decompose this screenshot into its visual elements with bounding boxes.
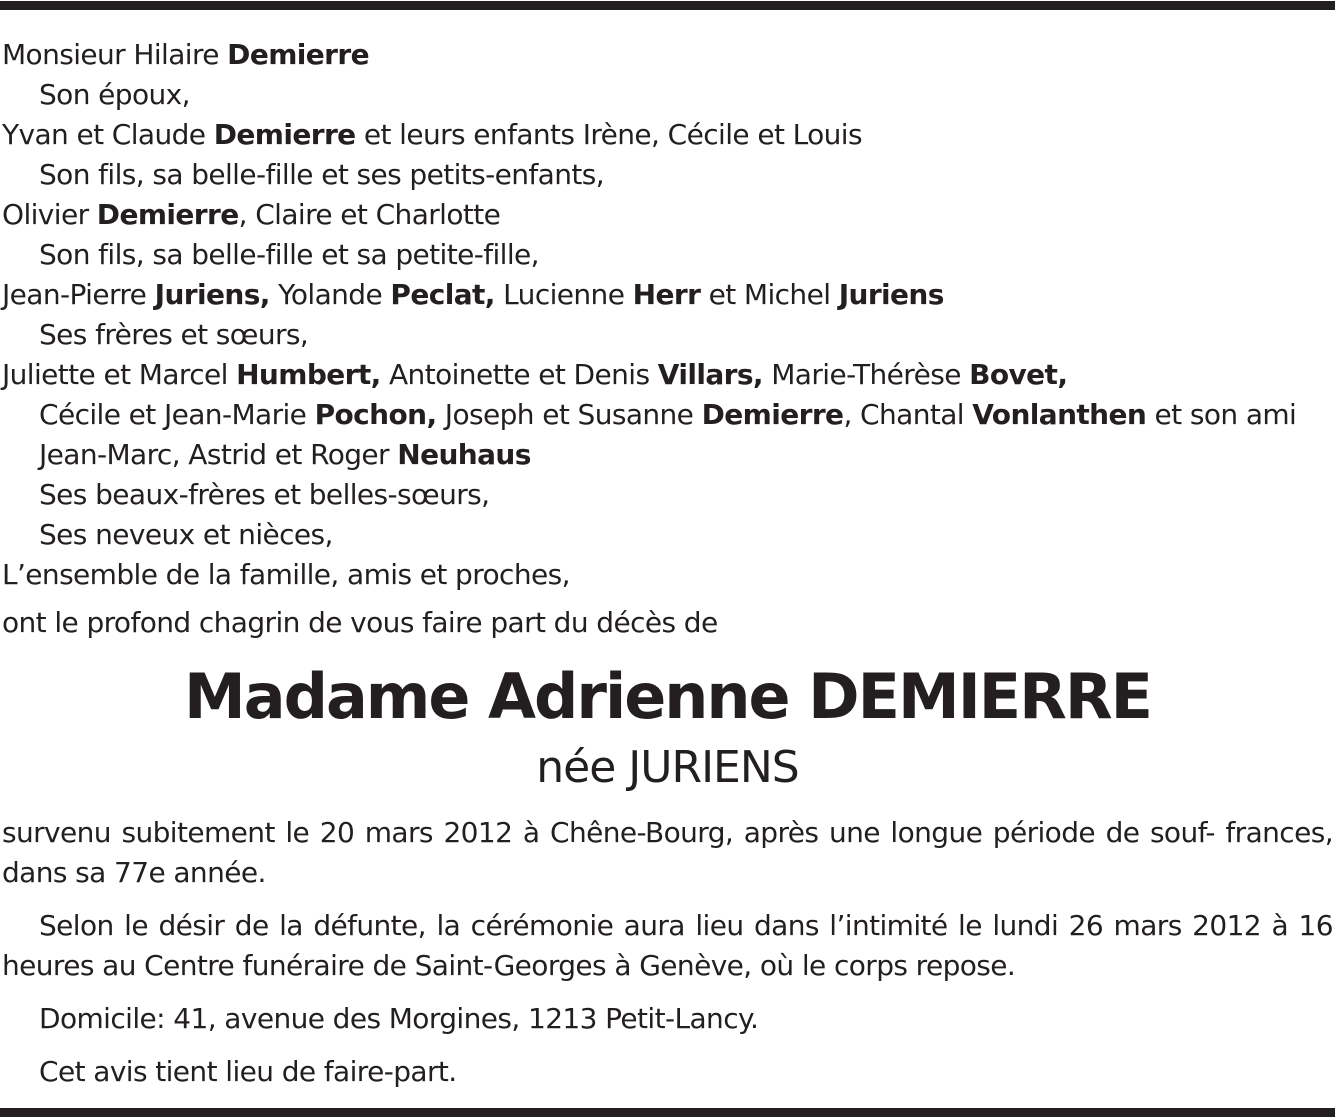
surname: Neuhaus — [397, 438, 531, 471]
text: Lucienne — [494, 278, 633, 311]
surname: Villars, — [657, 358, 763, 391]
text: Jean-Pierre — [2, 278, 155, 311]
death-details: survenu subitement le 20 mars 2012 à Chêne-Bourg, après une longue période de souf- frances, dans sa 77e année. — [2, 816, 1333, 889]
text: Marie-Thérèse — [762, 358, 970, 391]
text: Monsieur Hilaire — [2, 38, 228, 71]
bottom-rule — [0, 1108, 1335, 1117]
text: et son ami Jean-Marc, Astrid et Roger — [39, 398, 1297, 471]
relation-son-2: Son fils, sa belle-fille et sa petite-fille, — [39, 238, 539, 271]
family-line-son-1 — [2, 115, 1332, 155]
text: Cécile et Jean-Marie — [39, 398, 315, 431]
surname: Demierre — [701, 398, 844, 431]
announcement-intro: ont le profond chagrin de vous faire part du décès de — [2, 606, 718, 639]
ceremony-details: Selon le désir de la défunte, la cérémonie aura lieu dans l’intimité le lundi 26 mars 2012 à 16 heures au Centre funéraire de Saint-Georges à Genève, où le corps repose. — [2, 909, 1333, 982]
relation-nephews-nieces: Ses neveux et nièces, — [39, 518, 333, 551]
family-line-husband — [2, 35, 1332, 75]
surname: Bovet, — [969, 358, 1068, 391]
relation-in-laws: Ses beaux-frères et belles-sœurs, — [39, 478, 490, 511]
text: Yolande — [269, 278, 391, 311]
text: , Claire et Charlotte — [238, 198, 501, 231]
relation-husband: Son époux, — [39, 78, 190, 111]
deceased-name: Madame Adrienne DEMIERRE — [184, 660, 1151, 733]
surname: Pochon, — [314, 398, 437, 431]
relation-son-1: Son fils, sa belle-fille et ses petits-enfants, — [39, 158, 605, 191]
family-line-siblings — [2, 275, 1332, 315]
surname: Juriens — [838, 278, 944, 311]
text: Yvan et Claude — [2, 118, 214, 151]
text: Juliette et Marcel — [2, 358, 237, 391]
surname: Juriens, — [154, 278, 270, 311]
relation-siblings: Ses frères et sœurs, — [39, 318, 309, 351]
family-line-in-laws-1 — [2, 355, 1332, 395]
family-line-all: L’ensemble de la famille, amis et proches, — [2, 558, 570, 591]
surname: Demierre — [96, 198, 239, 231]
domicile: Domicile: 41, avenue des Morgines, 1213 Petit-Lancy. — [39, 1002, 759, 1035]
surname: Herr — [632, 278, 701, 311]
surname: Demierre — [213, 118, 356, 151]
text: et leurs enfants Irène, Cécile et Louis — [355, 118, 862, 151]
surname: Humbert, — [236, 358, 381, 391]
maiden-name: née JURIENS — [536, 742, 799, 793]
top-rule — [0, 1, 1335, 10]
notice-closing: Cet avis tient lieu de faire-part. — [39, 1055, 457, 1088]
surname: Vonlanthen — [972, 398, 1147, 431]
surname: Demierre — [227, 38, 369, 71]
surname: Peclat, — [390, 278, 495, 311]
text: et Michel — [700, 278, 839, 311]
text: Olivier — [2, 198, 97, 231]
text: Antoinette et Denis — [380, 358, 658, 391]
family-list — [2, 35, 1332, 595]
text: , Chantal — [843, 398, 973, 431]
family-line-son-2 — [2, 195, 1332, 235]
family-line-in-laws-2 — [2, 395, 1332, 475]
text: Joseph et Susanne — [436, 398, 702, 431]
